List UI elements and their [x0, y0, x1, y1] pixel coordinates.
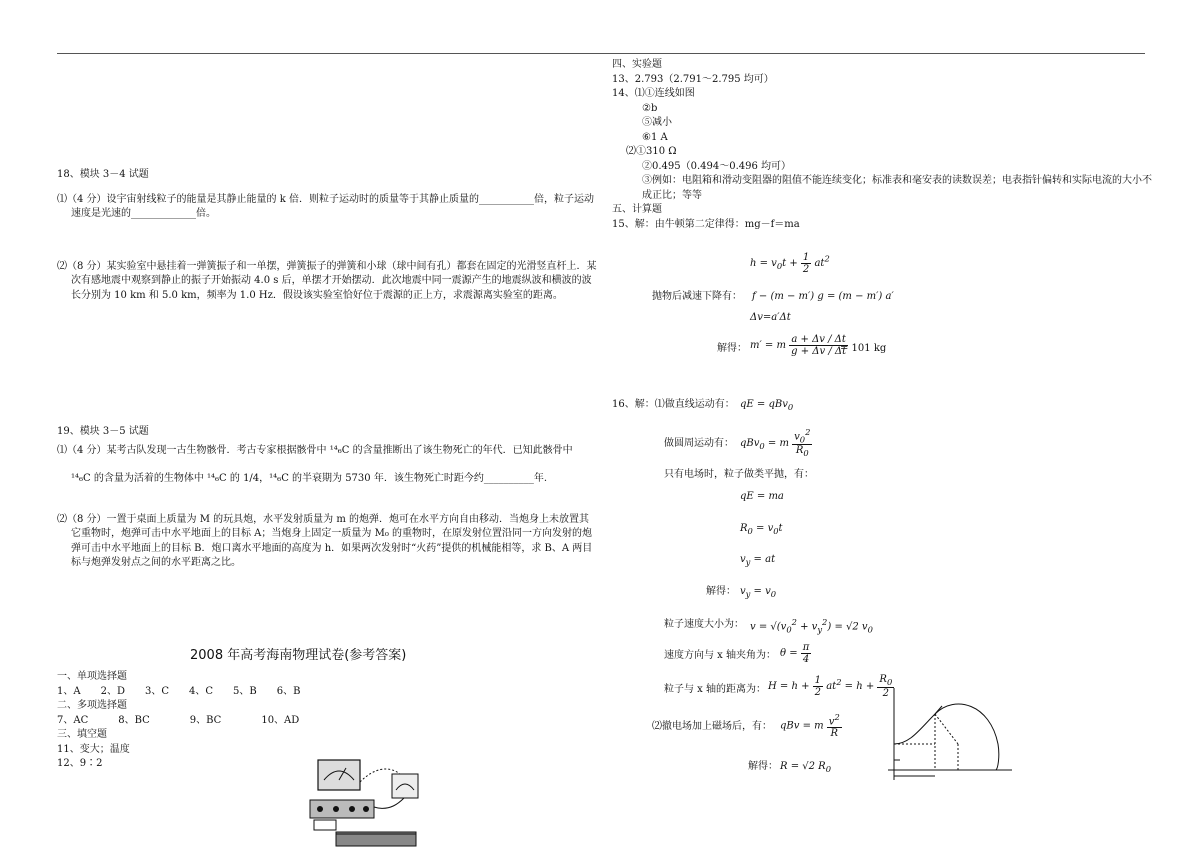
answer-15: 15、解：由牛顿第二定律得：mg－f＝ma	[612, 218, 800, 230]
answer-14: 14、⑴①连线如图	[612, 88, 695, 99]
circuit-diagram	[300, 752, 430, 849]
section-fill-blank: 三、填空题	[57, 729, 107, 740]
q18-part2: ⑵（8 分）某实验室中悬挂着一弹簧振子和一单摆，弹簧振子的弹簧和小球（球中间有孔）都套在固定的光滑竖直杆上．某次有感地震中观察到静止的振子开始振动 4.0 s 后，单摆才开始摆动．此次地震中同一震源产生的地震纵波和横波的波长分别为 10 km 和 5.0 km，频率为 1.0 Hz．假设该实验室恰好位于震源的正上方，求震源离实验室的距离。	[57, 260, 597, 301]
eq15-drop-label: 抛物后减速下降有：	[652, 291, 742, 302]
eq15-dv: Δv=a′Δt	[750, 312, 791, 323]
answer-13: 13、2.793（2.791～2.795 均可）	[612, 73, 774, 85]
eq16-circle-label: 做圆周运动有：	[664, 438, 734, 449]
header-rule	[57, 53, 1145, 54]
right-column	[612, 58, 1152, 232]
section-single-choice: 一、单项选择题	[57, 671, 127, 682]
answer-14-6: ⑥1 A	[642, 131, 668, 143]
eq16-only-label: 只有电场时，粒子做类平抛，有：	[664, 469, 814, 480]
answer-14-2: ②b	[642, 102, 658, 114]
answer-12: 12、9∶2	[57, 758, 103, 769]
answer-14-b1: ⑵①310 Ω	[626, 146, 677, 157]
eq16-mag-label: ⑵撤电场加上磁场后，有：	[652, 721, 772, 732]
eq16-circle: qBv$_0$ = m $\frac{v_0^2}{R_0}$	[740, 427, 811, 459]
eq16-qE: qE = ma	[740, 491, 784, 502]
eq16-dist-label: 粒子与 x 轴的距离为：	[664, 684, 766, 695]
eq16-speed-label: 粒子速度大小为：	[664, 619, 744, 630]
answer-14-b2: ②0.495（0.494～0.496 均可）	[642, 160, 792, 172]
eq16-dist: H = h + $\frac{1}{2}$ $at^2 = h$ + $\frac{R_0}{2}$	[768, 674, 893, 700]
eq16-dir: θ = $\frac{\pi}{4}$	[780, 642, 810, 665]
section-calculation: 五、计算题	[612, 204, 662, 215]
q19-part1a: ⑴（4 分）某考古队发现一古生物骸骨．考古专家根据骸骨中 ¹⁴₆C 的含量推断出了该生物死亡的年代．已知此骸骨中	[57, 444, 573, 456]
eq15-drop: f − (m − m′) g = (m − m′) a′	[752, 291, 894, 302]
single-choice-answers: 1、A 2、D 3、C 4、C 5、B 6、B	[57, 685, 301, 697]
section-multi-choice: 二、多项选择题	[57, 700, 127, 711]
q19-part2: ⑵（8 分）一置于桌面上质量为 M 的玩具炮，水平发射质量为 m 的炮弹．炮可在水平方向自由移动．当炮身上未放置其它重物时，炮弹可击中水平地面上的目标 A；当炮身上固定一质量为 M₀ 的重物时，在原发射位置沿同一方向发射的炮弹可击中水平地面上的目标 B．炮口离水平地面的高度为 h．如果两次发射时“火药”提供的机械能相等，求 B、A 两目标与炮弹发射点之间的水平距离之比。	[57, 513, 593, 568]
eq15-h: $h = v_0t$ + $\frac{1}{2}$ $at^2$	[750, 252, 830, 275]
answer-11: 11、变大；温度	[57, 743, 130, 755]
eq16-R0: $R_0 = v_0t$	[740, 523, 783, 536]
eq16-speed: $v = √(v_0^2 + v_y^2) = √2$ $v_0$	[750, 617, 873, 635]
trajectory-figure	[880, 684, 1020, 784]
eq15-result-formula: m′ = m $\frac{a + \Delta v / \Delta t}{g + \Delta v / \Delta t}$	[750, 334, 847, 357]
answer-14-b3: ③例如：电阻箱和滑动变阻器的阻值不能连续变化；标准表和毫安表的读数误差；电表指针偏转和实际电流的大小不成正比；等等	[642, 175, 1152, 201]
eq16-R: R = √2 $R_0$	[780, 761, 832, 774]
answer-14-5: ⑤减小	[642, 117, 672, 128]
q18-part1: ⑴（4 分）设宇宙射线粒子的能量是其静止能量的 k 倍．则粒子运动时的质量等于其静止质量的___________倍，粒子运动速度是光速的_____________倍。	[57, 193, 594, 219]
eq16-mag: qBv = m $\frac{v^2}{R}$	[780, 712, 840, 740]
eq16-vy: $v_y$ = at	[740, 554, 776, 567]
answer-title: 2008 年高考海南物理试卷(参考答案)	[190, 648, 407, 663]
section-experiment: 四、实验题	[612, 59, 662, 70]
eq15-solve-label: 解得：	[717, 343, 747, 354]
q19-title: 19、模块 3－5 试题	[57, 426, 149, 437]
eq15-result: = 101 kg	[840, 343, 887, 354]
eq16-line: qE = qBv$_0$	[740, 399, 794, 412]
q19-part1b: ¹⁴₆C 的含量为活着的生物体中 ¹⁴₆C 的 1/4，¹⁴₆C 的半衰期为 5730 年．该生物死亡时距今约__________年.	[71, 473, 548, 484]
multi-choice-answers: 7、AC 8、BC 9、BC 10、AD	[57, 714, 300, 726]
eq16-solve-label: 解得：	[706, 586, 736, 597]
answer-16: 16、解：⑴做直线运动有：	[612, 399, 735, 410]
q18-title: 18、模块 3－4 试题	[57, 169, 149, 180]
eq16-dir-label: 速度方向与 x 轴夹角为：	[664, 650, 776, 661]
eq16-vy-result: $v_y = v_0$	[740, 586, 777, 599]
left-column	[57, 168, 597, 581]
answer-section	[57, 670, 337, 772]
eq16-R-label: 解得：	[748, 761, 778, 772]
